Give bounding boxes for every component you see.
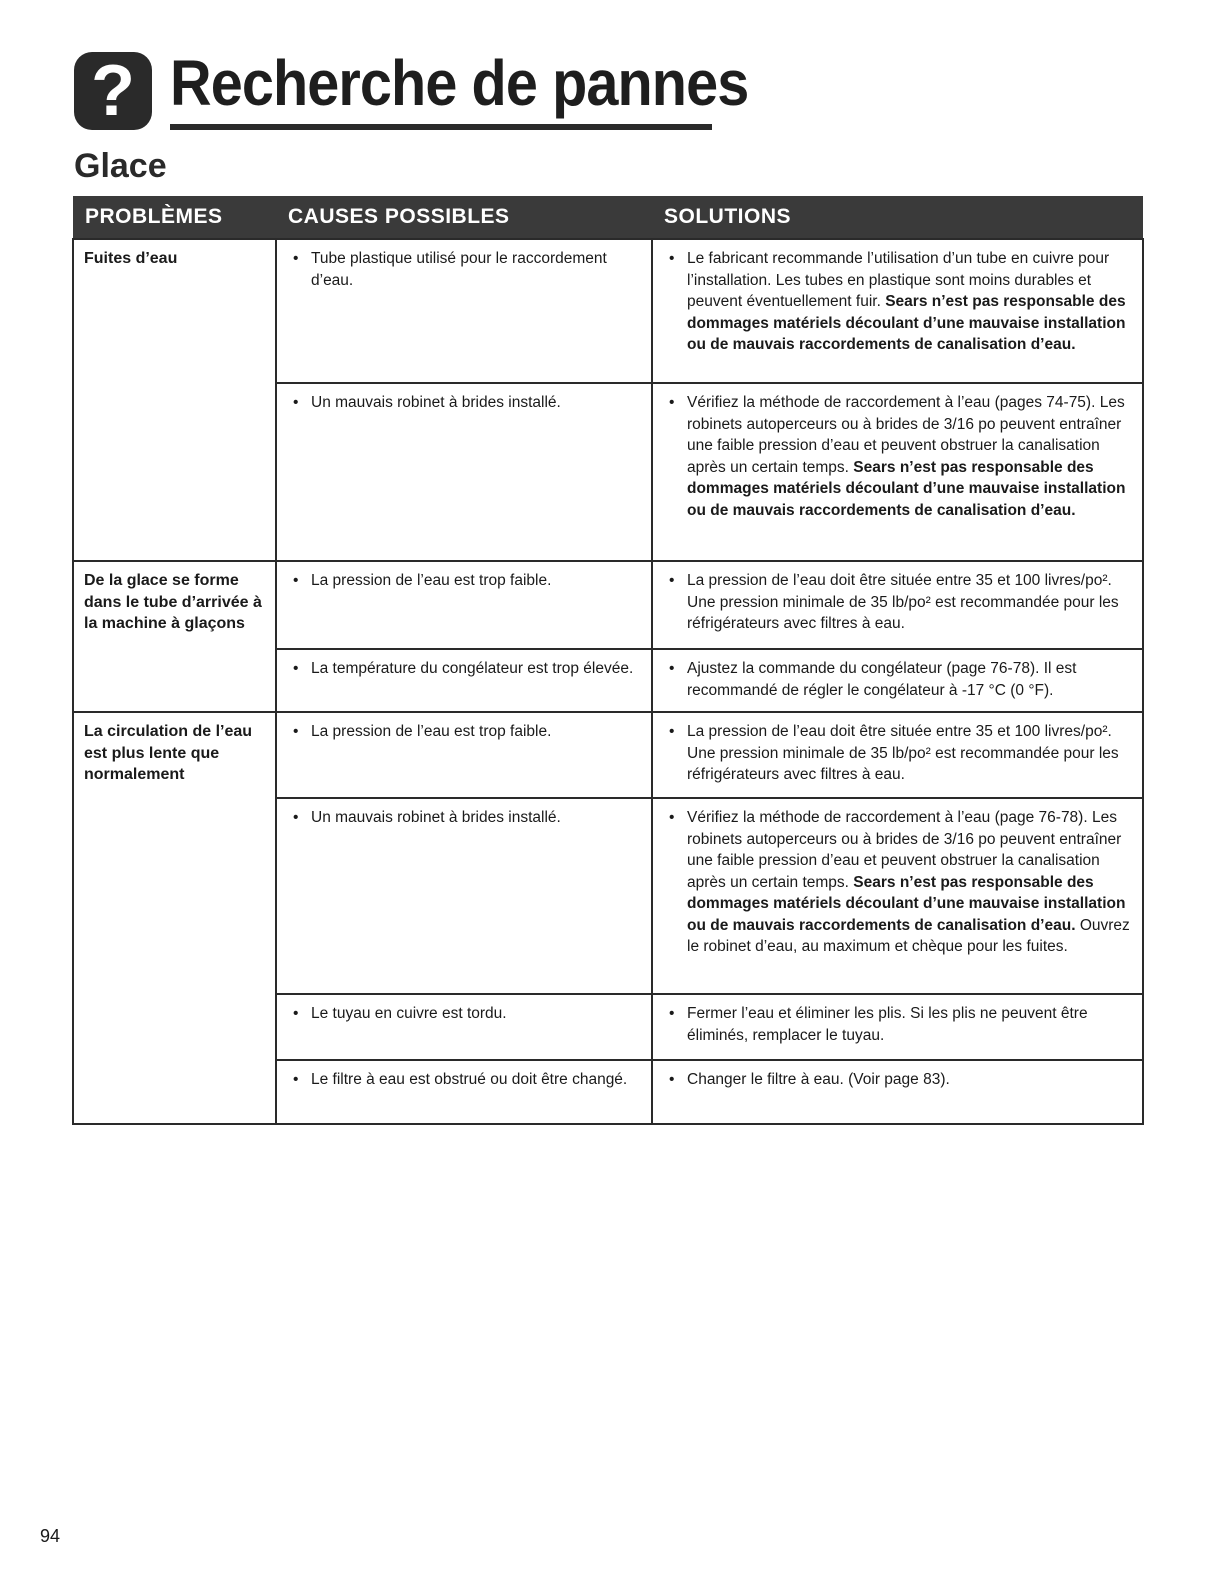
problem-cell: De la glace se forme dans le tube d’arrivée à la machine à glaçons [73,561,276,712]
table-row [73,712,1143,798]
cause-cell [276,994,652,1060]
column-header-problems: PROBLÈMES [73,196,276,239]
cause-cell [276,1060,652,1124]
solution-text: • Changer le filtre à eau. (Voir page 83). [663,1069,1132,1091]
solution-text: Le fabricant recommande l’utilisation d’un tube en cuivre pour l’installation. Les tubes en plastique sont moins durables et peuvent éventuellement fuir. [687,250,1110,310]
cause-text: • Un mauvais robinet à brides installé. [287,807,641,829]
cause-text: • Un mauvais robinet à brides installé. [287,392,641,414]
section-title: Glace [74,147,167,185]
solution-text: • Ajustez la commande du congélateur (page 76-78). Il est recommandé de régler le congélateur à -17 °C (0 °F). [663,658,1132,701]
solution-text: Vérifiez la méthode de raccordement à l’eau (page 76-78). Les robinets autoperceurs ou à brides de 3/16 po peuvent entraîner une faible pression d’eau et peuvent obstruer la canalisation après un certain temps. [687,809,1122,891]
cause-text: • Tube plastique utilisé pour le raccordement d’eau. [287,248,641,291]
cause-text: • La pression de l’eau est trop faible. [287,721,641,743]
solution-cell [652,1060,1143,1124]
title-underline [170,124,712,130]
cause-cell [276,798,652,994]
solution-cell [652,798,1143,994]
cause-cell [276,561,652,649]
solution-cell [652,383,1143,561]
table-row [73,239,1143,383]
solution-warning: Sears n’est pas responsable des dommages matériels découlant d’une mauvaise installation ou de mauvais raccordements de canalisation d’eau. [687,458,1126,519]
troubleshooting-table [72,196,1144,1125]
question-mark-icon: ? [74,52,152,130]
table-header-row [73,196,1143,239]
problem-cell: Fuites d’eau [73,239,276,561]
solution-text-after: Ouvrez le robinet d’eau, au maximum et chèque pour les fuites. [687,916,1130,955]
solution-cell [652,239,1143,383]
solution-text: • La pression de l’eau doit être située entre 35 et 100 livres/po². Une pression minimale de 35 lb/po² est recommandée pour les réfrigérateurs avec filtres à eau. [663,721,1132,786]
solution-warning: Sears n’est pas responsable des dommages matériels découlant d’une mauvaise installation ou de mauvais raccordements de canalisation d’eau. [687,293,1126,353]
cause-cell [276,383,652,561]
solution-cell [652,712,1143,798]
column-header-causes: CAUSES POSSIBLES [276,196,652,239]
solution-text: Vérifiez la méthode de raccordement à l’eau (pages 74-75). Les robinets autoperceurs ou à brides de 3/16 po peuvent entraîner une faible pression d’eau et peuvent obstruer la canalisation après un certain temps. [687,394,1125,476]
cause-cell [276,712,652,798]
solution-cell [652,561,1143,649]
column-header-solutions: SOLUTIONS [652,196,1143,239]
table-row [73,561,1143,649]
page-number: 94 [40,1526,61,1546]
solution-warning: Sears n’est pas responsable des dommages matériels découlant d’une mauvaise installation ou de mauvais raccordements de canalisation d’eau. [687,873,1126,934]
cause-text: • La température du congélateur est trop élevée. [287,658,641,680]
solution-cell [652,649,1143,712]
page-title: Recherche de pannes [170,47,749,119]
cause-cell [276,239,652,383]
cause-cell [276,649,652,712]
solution-text: • La pression de l’eau doit être située entre 35 et 100 livres/po². Une pression minimale de 35 lb/po² est recommandée pour les réfrigérateurs avec filtres à eau. [663,570,1132,635]
solution-text: • Fermer l’eau et éliminer les plis. Si les plis ne peuvent être éliminés, remplacer le tuyau. [663,1003,1132,1046]
problem-cell: La circulation de l’eau est plus lente que normalement [73,712,276,1124]
cause-text: • La pression de l’eau est trop faible. [287,570,641,592]
solution-cell [652,994,1143,1060]
cause-text: • Le filtre à eau est obstrué ou doit être changé. [287,1069,641,1091]
cause-text: • Le tuyau en cuivre est tordu. [287,1003,641,1025]
page-header [74,44,749,134]
